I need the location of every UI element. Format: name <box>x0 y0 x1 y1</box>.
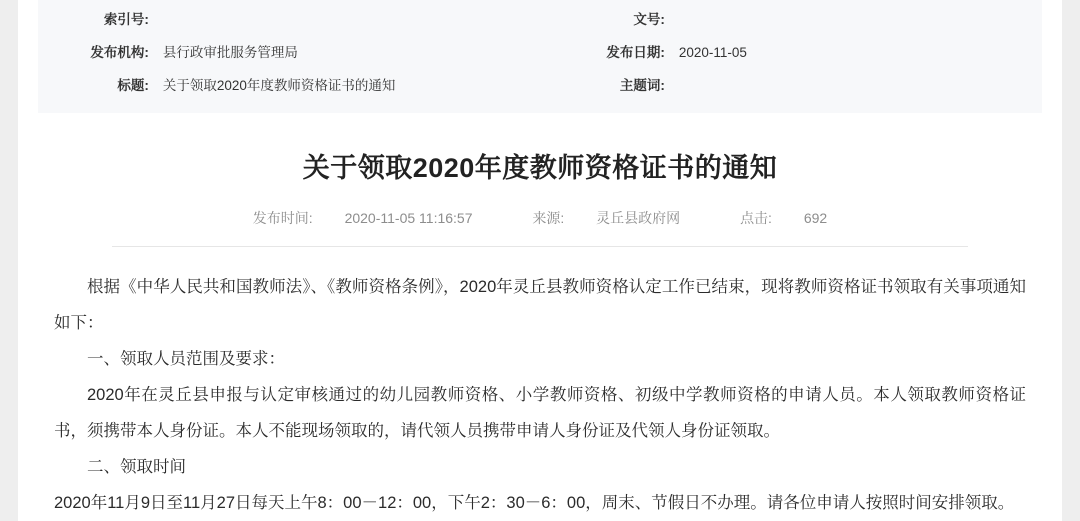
document-meta-table <box>38 4 1042 103</box>
hit-count <box>726 210 841 226</box>
table-row <box>38 70 1042 103</box>
meta-value-subject-word <box>673 70 1042 103</box>
meta-value-publish-date: 2020-11-05 <box>678 44 747 60</box>
page-title: 关于领取2020年度教师资格证书的通知 <box>302 152 778 183</box>
publish-time-value: 2020-11-05 11:16:57 <box>344 209 473 226</box>
meta-label-subject-word: 主题词: <box>619 77 665 93</box>
publish-time <box>239 210 487 226</box>
meta-label-doc-number: 文号: <box>633 12 665 27</box>
table-row <box>38 37 1042 70</box>
hit-count-value: 692 <box>803 209 828 226</box>
publish-time-label: 发布时间: <box>252 209 313 226</box>
body-paragraph-4: 二、领取时间 <box>87 457 186 476</box>
meta-label-publish-date: 发布日期: <box>606 44 665 60</box>
body-paragraph-1: 根据《中华人民共和国教师法》、《教师资格条例》，2020年灵丘县教师资格认定工作已结束，现将教师资格证书领取有关事项通知如下： <box>54 277 1026 332</box>
meta-value-index-number <box>157 4 554 37</box>
source <box>518 210 694 226</box>
body-paragraph-3: 2020年在灵丘县申报与认定审核通过的幼儿园教师资格、小学教师资格、初级中学教师资格的申请人员。本人领取教师资格证书，须携带本人身份证。本人不能现场领取的，请代领人员携带申请人身份证及代领人身份证领取。 <box>54 385 1026 440</box>
table-row <box>38 4 1042 37</box>
body-paragraph-2: 一、领取人员范围及要求： <box>87 349 285 368</box>
meta-value-publisher: 县行政审批服务管理局 <box>162 44 298 60</box>
document-meta-box <box>38 0 1042 113</box>
meta-value-title: 关于领取2020年度教师资格证书的通知 <box>162 77 396 93</box>
source-label: 来源: <box>532 209 565 226</box>
meta-value-doc-number <box>673 4 1042 37</box>
hit-count-label: 点击: <box>740 209 772 226</box>
article-submeta <box>78 208 1002 228</box>
source-value: 灵丘县政府网 <box>596 209 681 226</box>
body-paragraph-5: 2020年11月9日至11月27日每天上午8：00－12：00，下午2：30－6：00，周末、节假日不办理。请各位申请人按照时间安排领取。 <box>54 493 1015 512</box>
article-body <box>18 247 1062 521</box>
article-header <box>18 113 1062 247</box>
meta-label-publisher: 发布机构: <box>90 44 149 60</box>
meta-label-title: 标题: <box>117 77 149 93</box>
document-sheet <box>18 0 1062 521</box>
meta-label-index-number: 索引号: <box>103 12 149 27</box>
